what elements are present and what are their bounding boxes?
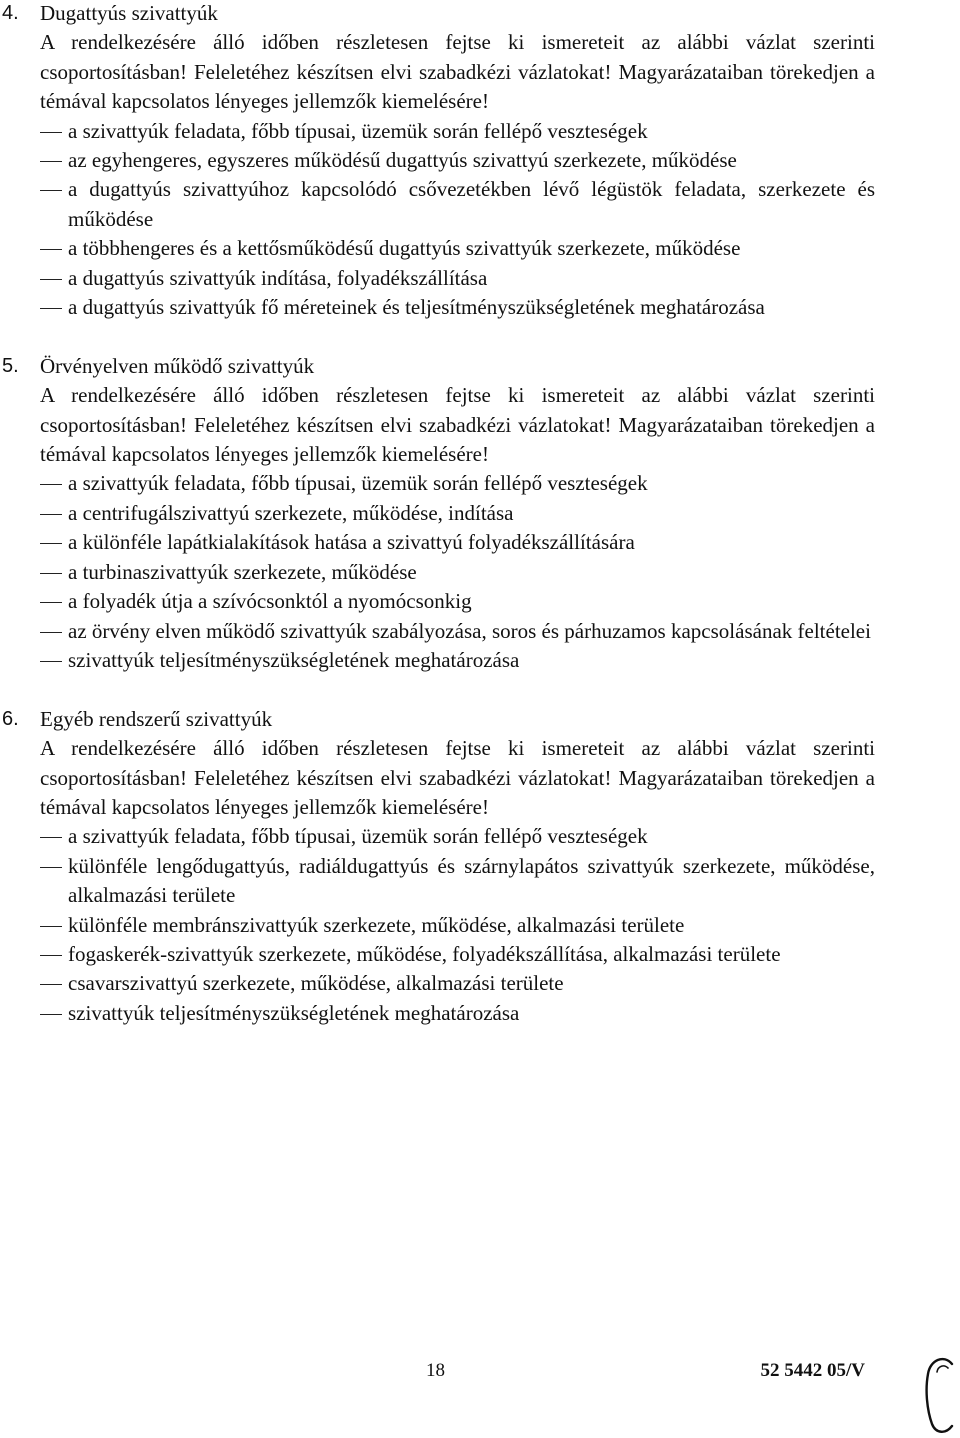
list-item	[0, 264, 875, 293]
list-item-text: fogaskerék-szivattyúk szerkezete, működése, folyadékszállítása, alkalmazási területe	[68, 941, 781, 966]
section-intro: A rendelkezésére álló időben részletesen fejtse ki ismereteit az alábbi vázlat szerinti csoportosításban! Feleletéhez készítsen elvi szabadkézi vázlatokat! Magyarázataiban törekedjen a témával kapcsolatos lényeges jellemzők kiemelésére!	[40, 383, 875, 467]
list-item-text: a szivattyúk feladata, főbb típusai, üzemük során fellépő veszteségek	[68, 471, 648, 496]
list-item	[0, 234, 875, 263]
list-item	[0, 528, 875, 557]
list-item-text: a dugattyús szivattyúhoz kapcsolódó csővezetékben lévő légüstök feladata, szerkezete és működése	[68, 177, 875, 231]
section-title: Egyéb rendszerű szivattyúk	[40, 706, 273, 731]
section-intro: A rendelkezésére álló időben részletesen fejtse ki ismereteit az alábbi vázlat szerinti csoportosításban! Feleletéhez készítsen elvi szabadkézi vázlatokat! Magyarázataiban törekedjen a témával kapcsolatos lényeges jellemzők kiemelésére!	[40, 30, 875, 114]
page-number: 18	[426, 1360, 445, 1381]
section-4	[0, 0, 875, 322]
section-number: 5.	[2, 354, 19, 377]
section-heading	[0, 0, 875, 28]
list-item-text: szivattyúk teljesítményszükségletének meghatározása	[68, 647, 520, 672]
list-item	[0, 911, 875, 940]
section-title: Dugattyús szivattyúk	[40, 1, 218, 25]
section-number: 6.	[2, 707, 19, 730]
dash-bullet	[0, 264, 68, 293]
list-item	[0, 175, 875, 234]
dash-bullet	[0, 234, 68, 263]
list-item-text: a szivattyúk feladata, főbb típusai, üzemük során fellépő veszteségek	[68, 118, 648, 143]
list-item	[0, 999, 875, 1028]
list-item-text: a többhengeres és a kettősműködésű dugattyús szivattyúk szerkezete, működése	[68, 236, 741, 261]
dash-bullet	[0, 558, 68, 587]
list-item	[0, 969, 875, 998]
list-item	[0, 469, 875, 498]
list-item	[0, 646, 875, 675]
dash-bullet	[0, 293, 68, 322]
list-item-text: csavarszivattyú szerkezete, működése, alkalmazási területe	[68, 971, 564, 996]
list-item-text: a különféle lapátkialakítások hatása a szivattyú folyadékszállítására	[68, 530, 635, 555]
list-item	[0, 587, 875, 616]
section-heading	[0, 705, 875, 734]
list-item-text: a dugattyús szivattyúk fő méreteinek és teljesítményszükségletének meghatározása	[68, 295, 765, 320]
list-item-text: a szivattyúk feladata, főbb típusai, üzemük során fellépő veszteségek	[68, 824, 648, 849]
list-item-text: a dugattyús szivattyúk indítása, folyadékszállítása	[68, 265, 488, 290]
section-heading	[0, 352, 875, 381]
list-item	[0, 822, 875, 851]
list-item-text: az egyhengeres, egyszeres működésű dugattyús szivattyú szerkezete, működése	[68, 148, 737, 173]
section-intro: A rendelkezésére álló időben részletesen fejtse ki ismereteit az alábbi vázlat szerinti csoportosításban! Feleletéhez készítsen elvi szabadkézi vázlatokat! Magyarázataiban törekedjen a témával kapcsolatos lényeges jellemzők kiemelésére!	[40, 736, 875, 819]
dash-bullet	[0, 587, 68, 616]
list-item	[0, 940, 875, 969]
list-item	[0, 852, 875, 911]
dash-bullet	[0, 940, 68, 969]
dash-bullet	[0, 117, 68, 146]
dash-bullet	[0, 646, 68, 675]
dash-bullet	[0, 999, 68, 1028]
list-item-text: szivattyúk teljesítményszükségletének meghatározása	[68, 1000, 520, 1025]
list-item-text: különféle membránszivattyúk szerkezete, működése, alkalmazási területe	[68, 912, 685, 937]
topic-list	[0, 822, 875, 1028]
list-item-text: a centrifugálszivattyú szerkezete, működése, indítása	[68, 500, 514, 525]
dash-bullet	[0, 528, 68, 557]
list-item	[0, 558, 875, 587]
dash-bullet	[0, 146, 68, 175]
list-item-text: különféle lengődugattyús, radiáldugattyús és szárnylapátos szivattyúk szerkezete, működése, alkalmazási területe	[68, 853, 875, 908]
handwritten-signature	[918, 1352, 958, 1438]
dash-bullet	[0, 175, 68, 234]
list-item	[0, 499, 875, 528]
list-item-text: a turbinaszivattyúk szerkezete, működése	[68, 559, 417, 584]
section-title: Örvényelven működő szivattyúk	[40, 353, 315, 378]
dash-bullet	[0, 969, 68, 998]
section-number: 4.	[2, 2, 19, 24]
list-item	[0, 617, 875, 646]
dash-bullet	[0, 911, 68, 940]
list-item	[0, 117, 875, 146]
list-item-text: a folyadék útja a szívócsonktól a nyomócsonkig	[68, 589, 472, 614]
dash-bullet	[0, 469, 68, 498]
topic-list	[0, 469, 875, 675]
dash-bullet	[0, 499, 68, 528]
topic-list	[0, 117, 875, 323]
document-code: 52 5442 05/V	[760, 1360, 865, 1381]
dash-bullet	[0, 822, 68, 851]
list-item	[0, 146, 875, 175]
list-item	[0, 293, 875, 322]
section-5	[0, 352, 875, 675]
dash-bullet	[0, 852, 68, 911]
list-item-text: az örvény elven működő szivattyúk szabályozása, soros és párhuzamos kapcsolásának feltételei	[68, 618, 871, 643]
dash-bullet	[0, 617, 68, 646]
section-6	[0, 705, 875, 1028]
